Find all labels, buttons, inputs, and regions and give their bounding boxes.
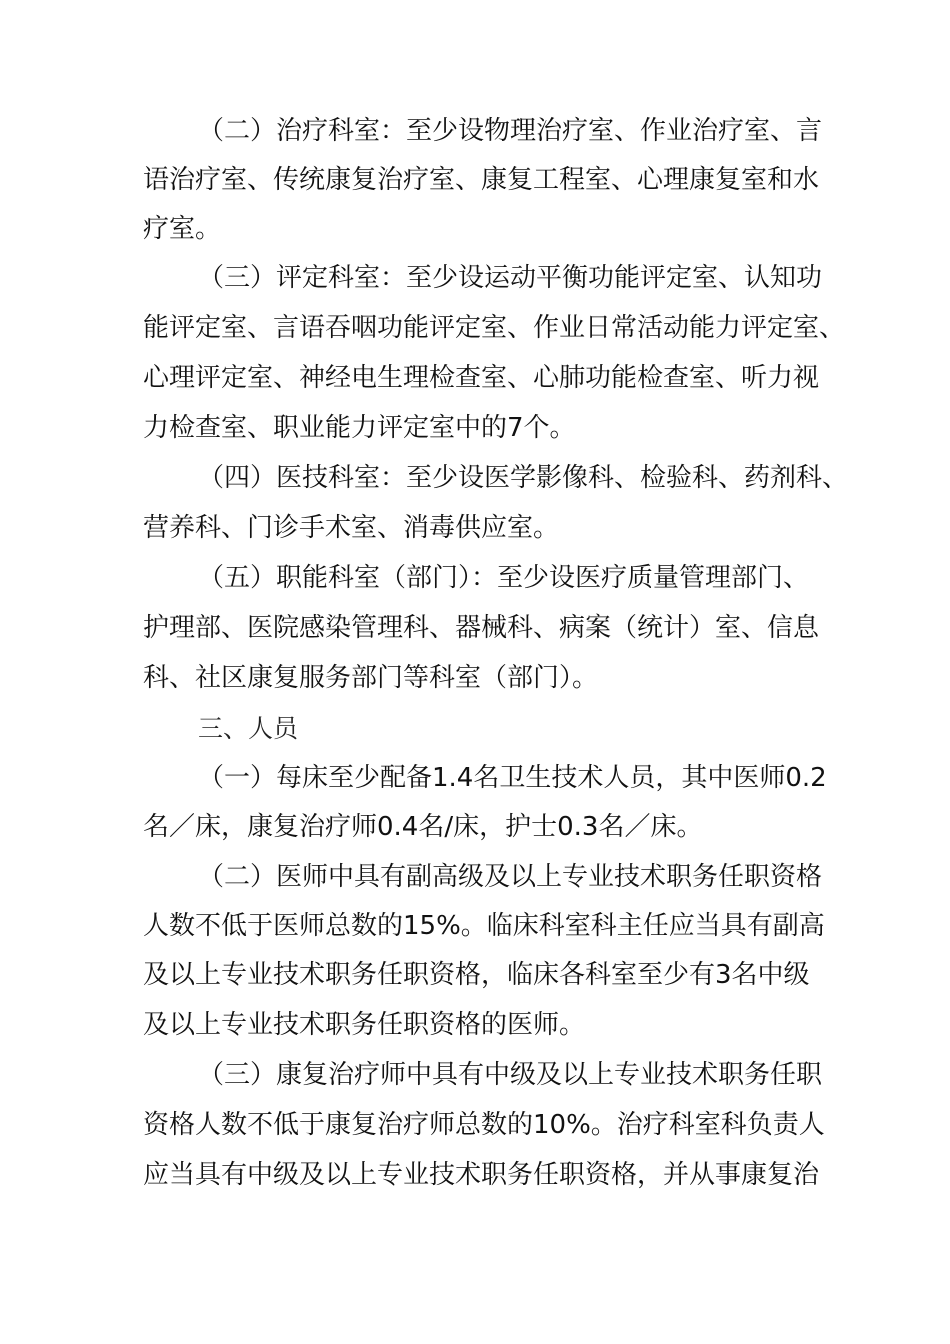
paragraph-therapist-qualification-line-1: （三）康复治疗师中具有中级及以上专业技术职务任职 <box>198 1060 823 1090</box>
paragraph-physician-qualification-line-2: 人数不低于医师总数的15%。临床科室科主任应当具有副高 <box>143 911 825 941</box>
paragraph-functional-depts-line-2: 护理部、医院感染管理科、器械科、病案（统计）室、信息 <box>143 613 820 643</box>
paragraph-assessment-depts-line-4: 力检查室、职业能力评定室中的7个。 <box>143 413 576 443</box>
paragraph-therapist-qualification-line-2: 资格人数不低于康复治疗师总数的10%。治疗科室科负责人 <box>143 1110 825 1140</box>
paragraph-assessment-depts-line-2: 能评定室、言语吞咽功能评定室、作业日常活动能力评定室、 <box>143 313 846 343</box>
paragraph-therapist-qualification-line-3: 应当具有中级及以上专业技术职务任职资格，并从事康复治 <box>143 1160 820 1190</box>
paragraph-physician-qualification-line-4: 及以上专业技术职务任职资格的医师。 <box>143 1010 586 1040</box>
paragraph-staff-ratio-line-2: 名／床，康复治疗师0.4名/床，护士0.3名／床。 <box>143 812 703 842</box>
paragraph-treatment-depts-line-2: 语治疗室、传统康复治疗室、康复工程室、心理康复室和水 <box>143 165 820 195</box>
paragraph-physician-qualification-line-3: 及以上专业技术职务任职资格，临床各科室至少有3名中级 <box>143 960 810 990</box>
section-heading-personnel: 三、人员 <box>198 714 299 743</box>
paragraph-treatment-depts-line-3: 疗室。 <box>143 214 222 244</box>
paragraph-functional-depts-line-1: （五）职能科室（部门）：至少设医疗质量管理部门、 <box>198 563 810 593</box>
paragraph-assessment-depts-line-3: 心理评定室、神经电生理检查室、心肺功能检查室、听力视 <box>143 363 820 393</box>
paragraph-assessment-depts-line-1: （三）评定科室：至少设运动平衡功能评定室、认知功 <box>198 263 823 293</box>
paragraph-functional-depts-line-3: 科、社区康复服务部门等科室（部门）。 <box>143 663 599 693</box>
paragraph-treatment-depts-line-1: （二）治疗科室：至少设物理治疗室、作业治疗室、言 <box>198 116 823 146</box>
paragraph-medtech-depts-line-1: （四）医技科室：至少设医学影像科、检验科、药剂科、 <box>198 463 849 493</box>
paragraph-medtech-depts-line-2: 营养科、门诊手术室、消毒供应室。 <box>143 513 560 543</box>
paragraph-physician-qualification-line-1: （二）医师中具有副高级及以上专业技术职务任职资格 <box>198 862 823 892</box>
paragraph-staff-ratio-line-1: （一）每床至少配备1.4名卫生技术人员，其中医师0.2 <box>198 763 827 793</box>
